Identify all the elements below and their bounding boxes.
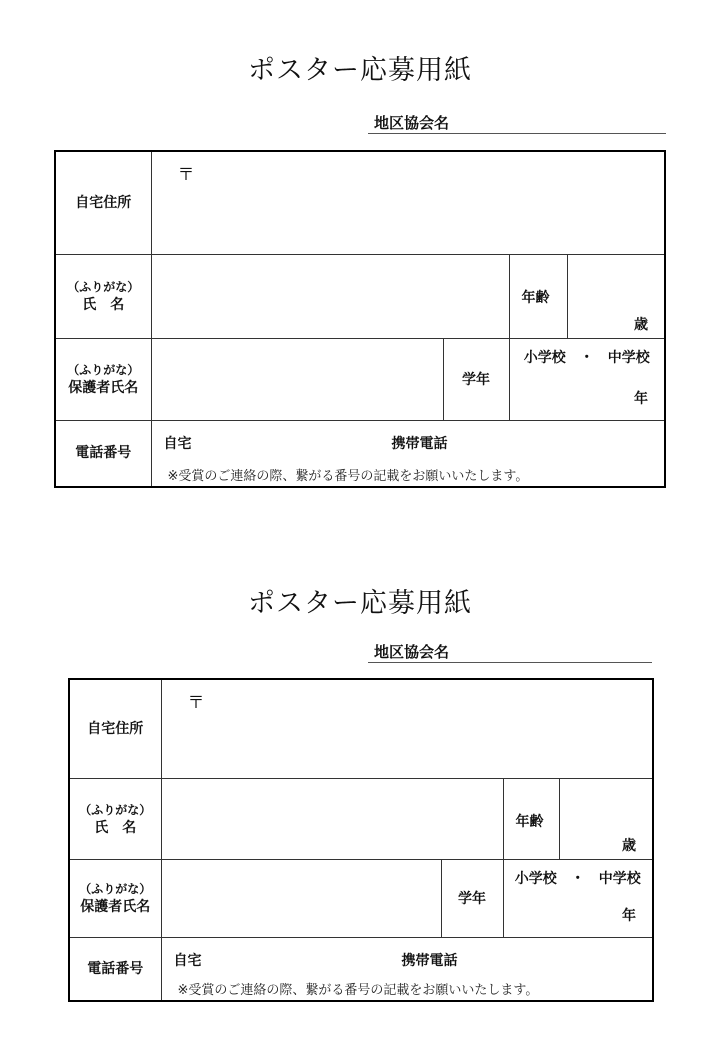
application-table [54, 150, 666, 488]
age-field[interactable] [567, 254, 665, 338]
address-label: 自宅住所 [69, 679, 161, 778]
form-title: ポスター応募用紙 [248, 55, 472, 86]
phone-field[interactable] [161, 937, 653, 1001]
age-unit: 歳 [634, 316, 648, 333]
phone-label: 電話番号 [69, 937, 161, 1001]
phone-note: ※受賞のご連絡の際、繋がる番号の記載をお願いいたします。 [177, 983, 539, 998]
guardian-field[interactable] [161, 859, 441, 937]
grade-field[interactable] [503, 859, 653, 937]
name-field[interactable] [151, 254, 509, 338]
guardian-label: 保護者氏名 [80, 899, 151, 915]
school-options: 小学校 ・ 中学校 [523, 349, 650, 366]
association-label: 地区協会名 [374, 643, 450, 661]
phone-label: 電話番号 [55, 420, 151, 487]
age-unit: 歳 [622, 837, 636, 854]
grade-label: 学年 [443, 338, 509, 420]
name-furigana-label: （ふりがな） [67, 280, 140, 294]
name-label-cell [55, 254, 151, 338]
name-label: 氏 名 [82, 297, 125, 313]
name-field[interactable] [161, 778, 503, 859]
age-label-cell [503, 778, 559, 859]
address-field[interactable] [161, 679, 653, 778]
age-label: 年齢 [521, 289, 550, 306]
home-phone-label: 自宅 [163, 435, 192, 452]
application-table [68, 678, 654, 1002]
postal-mark: 〒 [187, 693, 205, 713]
guardian-furigana-label: （ふりがな） [67, 363, 140, 377]
association-label: 地区協会名 [374, 114, 450, 132]
guardian-label-cell [55, 338, 151, 420]
age-label-cell [509, 254, 567, 338]
guardian-label: 保護者氏名 [68, 380, 139, 396]
grade-unit: 年 [622, 907, 636, 924]
name-label-cell [69, 778, 161, 859]
postal-mark: 〒 [177, 165, 195, 185]
age-label: 年齢 [515, 813, 544, 830]
grade-label: 学年 [441, 859, 503, 937]
guardian-furigana-label: （ふりがな） [79, 882, 152, 896]
guardian-field[interactable] [151, 338, 443, 420]
home-phone-label: 自宅 [173, 952, 202, 969]
guardian-label-cell [69, 859, 161, 937]
address-field[interactable] [151, 151, 665, 254]
address-label: 自宅住所 [55, 151, 151, 254]
phone-field[interactable] [151, 420, 665, 487]
name-label: 氏 名 [94, 819, 137, 836]
grade-unit: 年 [634, 390, 648, 407]
grade-field[interactable] [509, 338, 665, 420]
school-options: 小学校 ・ 中学校 [514, 870, 641, 887]
association-input-line[interactable] [368, 662, 652, 663]
mobile-phone-label: 携帯電話 [391, 435, 448, 452]
phone-note: ※受賞のご連絡の際、繋がる番号の記載をお願いいたします。 [167, 469, 529, 484]
age-field[interactable] [559, 778, 653, 859]
name-furigana-label: （ふりがな） [79, 802, 152, 817]
association-input-line[interactable] [368, 133, 666, 134]
mobile-phone-label: 携帯電話 [401, 952, 458, 969]
form-title: ポスター応募用紙 [248, 588, 472, 619]
